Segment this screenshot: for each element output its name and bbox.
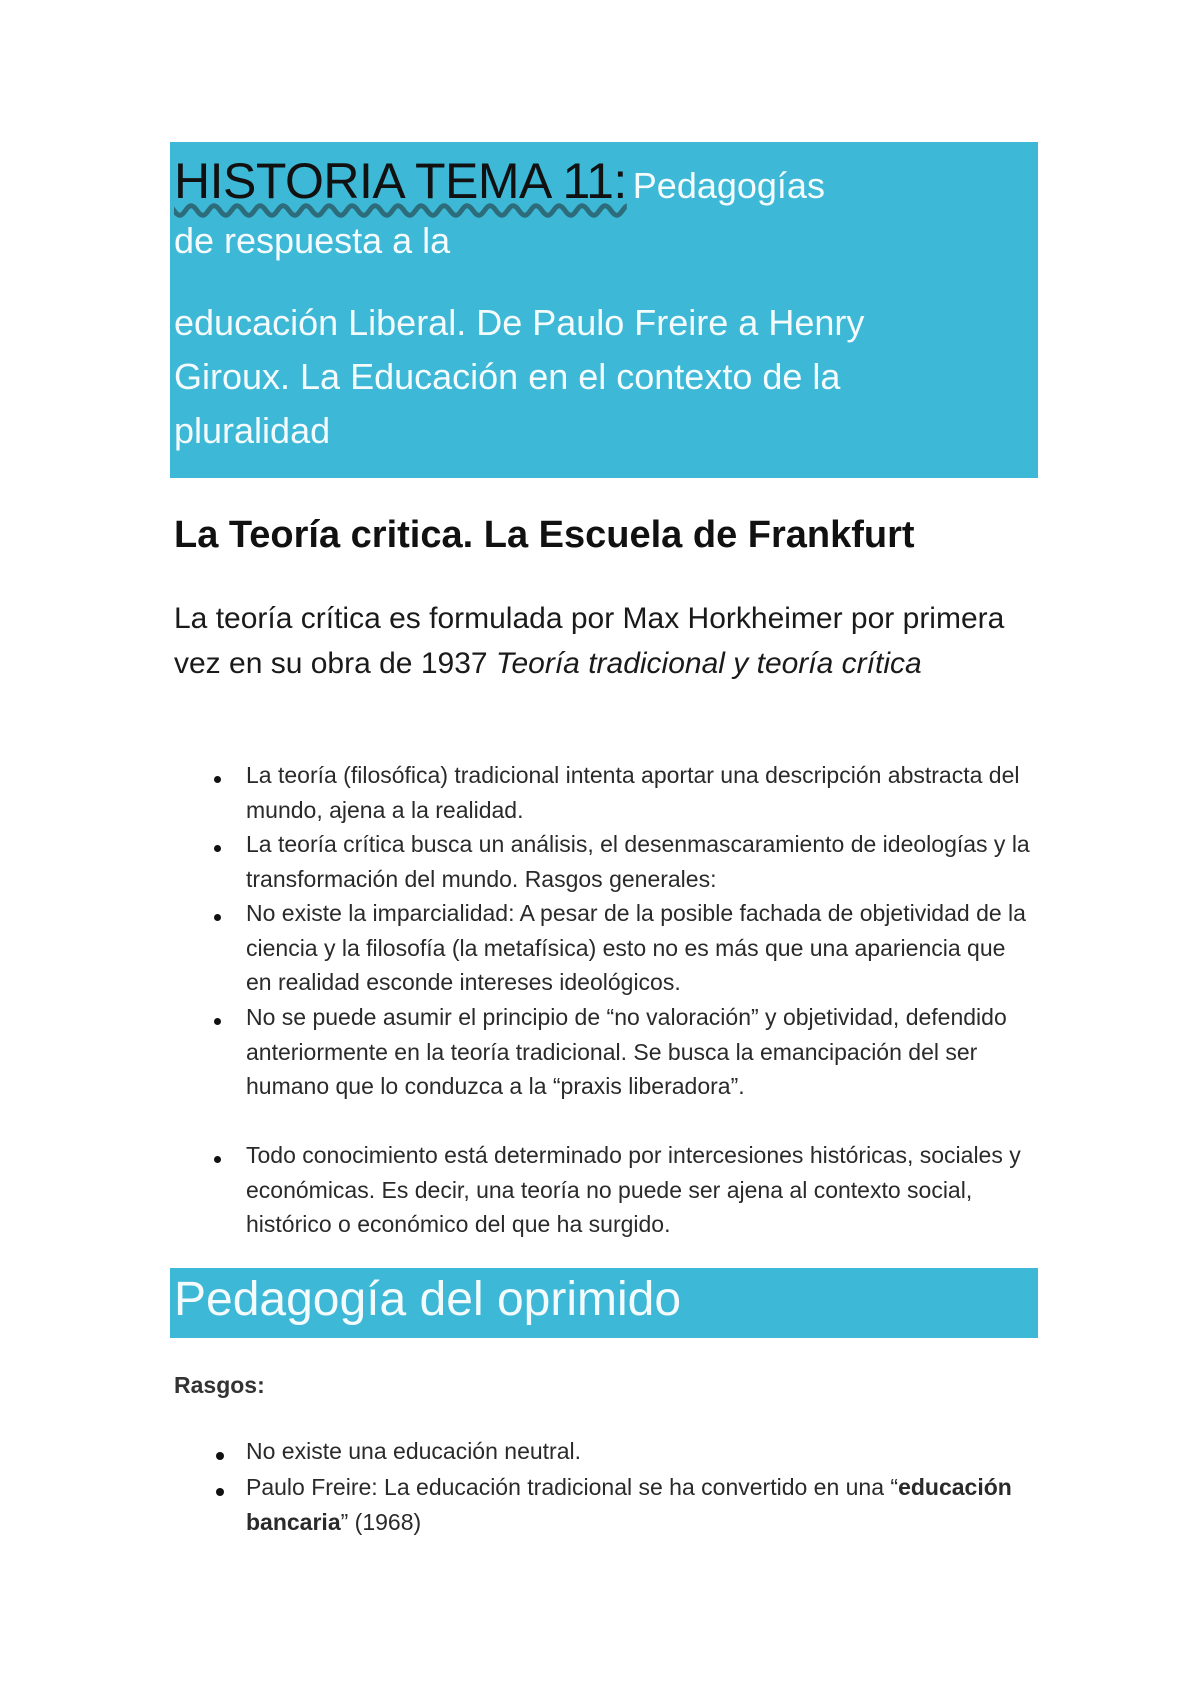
subtitle-line: Giroux. La Educación en el contexto de la: [174, 356, 841, 397]
bullet-text-pre: Paulo Freire: La educación tradicional se ha convertido en una “: [246, 1474, 899, 1500]
bullet-icon: [216, 1452, 224, 1460]
rasgos-label: Rasgos:: [174, 1372, 265, 1398]
list-item-text: La teoría (filosófica) tradicional intenta aportar una descripción abstracta del mundo, ajena a la realidad.: [246, 762, 1020, 823]
section-heading-frankfurt: La Teoría critica. La Escuela de Frankfurt: [174, 514, 915, 556]
list-item-text: La teoría crítica busca un análisis, el desenmascaramiento de ideologías y la transformación del mundo. Rasgos generales:: [246, 831, 1030, 892]
list-item-text: Todo conocimiento está determinado por intercesiones históricas, sociales y económicas. Es decir, una teoría no puede ser ajena al contexto social, histórico o económico del que ha surgido.: [246, 1142, 1021, 1237]
list-item-text: No se puede asumir el principio de “no valoración” y objetividad, defendido anteriormente en la teoría tradicional. Se busca la emancipación del ser humano que lo conduzca a la “praxis liberadora”.: [246, 1004, 1007, 1099]
subtitle-line: de respuesta a la: [174, 220, 451, 261]
bullet-text-bold: educación bancaria: [246, 1474, 1012, 1535]
list-item-text: [246, 1470, 1036, 1539]
bullet-icon: [214, 1018, 221, 1025]
bullet-icon: [214, 845, 221, 852]
title-first-line: [174, 152, 825, 210]
bullet-icon: [214, 776, 221, 783]
intro-text: La teoría crítica es formulada por Max Horkheimer por primera vez en su obra de 1937: [174, 602, 1005, 680]
bullet-icon: [214, 914, 221, 921]
document-subtitle-start: Pedagogías: [632, 165, 825, 206]
bullet-icon: [214, 1156, 221, 1163]
document-title: HISTORIA TEMA 11:: [174, 153, 627, 209]
bullet-text-post: ” (1968): [340, 1508, 422, 1535]
intro-work-title: Teoría tradicional y teoría crítica: [495, 647, 922, 680]
subtitle-line: educación Liberal. De Paulo Freire a Henry: [174, 302, 865, 343]
subtitle-line: pluralidad: [174, 410, 331, 451]
list-item-text: No existe la imparcialidad: A pesar de la posible fachada de objetividad de la ciencia y la filosofía (la metafísica) esto no es más que una apariencia que en realidad esconde intereses ideológicos.: [246, 900, 1026, 995]
intro-paragraph: [174, 596, 1054, 686]
list-item-text: No existe una educación neutral.: [246, 1438, 581, 1464]
section-heading-oprimido: Pedagogía del oprimido: [174, 1273, 682, 1326]
bullet-icon: [216, 1488, 224, 1496]
